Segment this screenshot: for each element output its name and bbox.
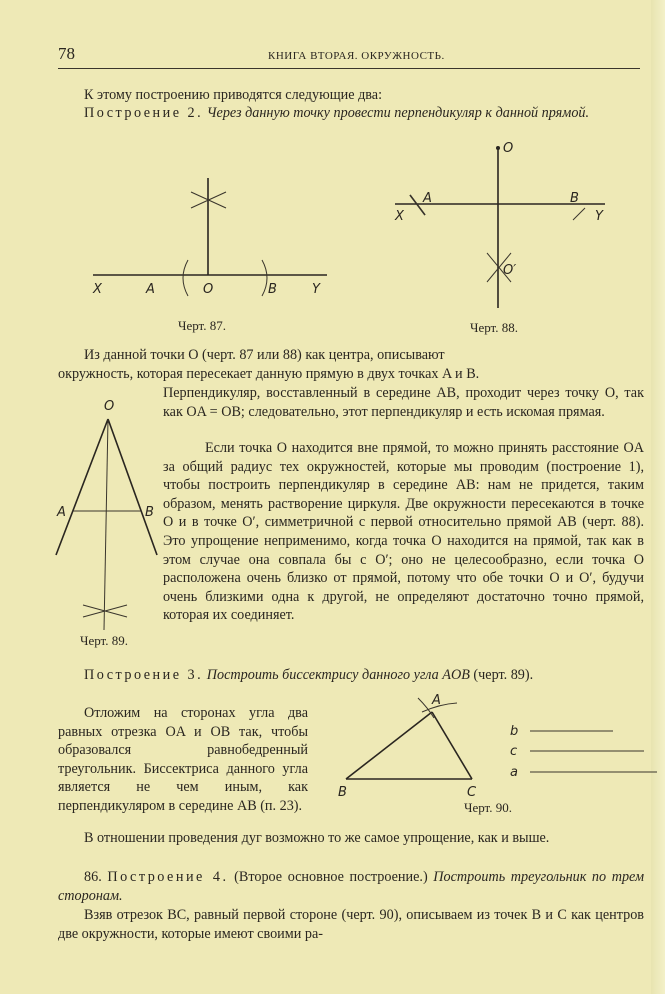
label-a: A: [432, 693, 441, 708]
label-b: B: [268, 282, 277, 297]
paragraph-2: Если точка O находится вне прямой, то можно принять расстояние OA за общий радиус тех окружностей, которые мы проводим (построение 1), чтобы построить перпендикуляр в середине AB: нам не придется, таким образом, менять растворение циркуля. Две окружности пересекаются в точке O и в точке O′, симметричной с первой относительно прямой AB (черт. 88). Это упрощение неприменимо, когда точка O находится на прямой, так как в этом случае она совпала бы с O′; оно не целесообразно, если точка O расположена очень близко от прямой, потому что обе точки O и O′, будучи очень близкими одна к другой, не определяют достаточно точно прямой, которая их соединяет.: [163, 440, 644, 624]
paragraph-4: В отношении проведения дуг возможно то же самое упрощение, как и выше.: [84, 830, 550, 846]
construction-3-heading: [58, 666, 644, 685]
intro-paragraph: К этому построению приводятся следующие два:: [84, 87, 383, 103]
paragraph-1-rest: Перпендикуляр, восставленный в середине AB, проходит через точку O, так как OA = OB; следовательно, этот перпендикуляр и есть искомая прямая.: [163, 385, 644, 420]
construction-4-label: Построение 4.: [107, 869, 229, 885]
construction-3-ref: (черт. 89).: [473, 667, 534, 683]
construction-2-label: Построение 2.: [84, 105, 204, 121]
label-a: A: [146, 282, 155, 297]
label-x: X: [93, 282, 102, 297]
construction-4-title: Построить треугольник по трем сторонам.: [58, 869, 645, 904]
label-a-segment: a: [510, 765, 518, 780]
label-b-segment: b: [510, 724, 519, 739]
label-o: O: [104, 399, 115, 414]
construction-3-label: Построение 3.: [84, 667, 204, 683]
label-y: Y: [595, 209, 603, 224]
construction-2-title: Через данную точку провести перпендикуляр к данной прямой.: [206, 105, 590, 121]
page-edge: [651, 0, 665, 994]
figure-89-caption: Черт. 89.: [80, 633, 129, 648]
label-b: B: [570, 191, 579, 206]
label-a: A: [57, 505, 66, 520]
section-86-heading: [58, 868, 644, 905]
figure-87-caption: Черт. 87.: [178, 318, 227, 333]
label-y: Y: [312, 282, 320, 297]
label-b: B: [145, 505, 154, 520]
label-c-segment: c: [510, 744, 518, 759]
figure-90-caption: Черт. 90.: [464, 800, 513, 815]
page-header: [58, 44, 640, 69]
label-c: C: [467, 785, 477, 800]
construction-4-paren: (Второе основное построение.): [234, 869, 428, 885]
figure-87: [90, 150, 330, 300]
figure-89: [40, 395, 180, 635]
page-number: 78: [58, 44, 75, 63]
construction-2-heading: [58, 104, 644, 123]
label-o: O: [203, 282, 214, 297]
figure-90: [330, 690, 660, 810]
label-o: O: [503, 141, 514, 156]
label-x: X: [395, 209, 404, 224]
construction-3-title: Построить биссектрису данного угла AOB: [206, 667, 470, 683]
paragraph-5: Взяв отрезок BC, равный первой стороне (черт. 90), описываем из точек B и C как центров две окружности, которые имеют своими ра-: [58, 907, 644, 942]
label-o-prime: O′: [503, 263, 517, 278]
paragraph-1-line-2: окружность, которая пересекает данную прямую в двух точках A и B.: [58, 366, 480, 382]
running-title: КНИГА ВТОРАЯ. ОКРУЖНОСТЬ.: [268, 50, 445, 62]
label-b: B: [338, 785, 347, 800]
figure-88-caption: Черт. 88.: [470, 320, 519, 335]
paragraph-3: Отложим на сторонах угла два равных отрезка OA и OB так, чтобы образовался равнобедренный треугольник. Биссектриса данного угла является не чем иным, как перпендикуляром в середине AB (п. 23).: [58, 705, 308, 814]
section-number: 86.: [84, 869, 102, 885]
figure-88: [395, 140, 615, 320]
label-a: A: [423, 191, 432, 206]
paragraph-1-line-1: Из данной точки O (черт. 87 или 88) как центра, описывают: [84, 347, 445, 363]
